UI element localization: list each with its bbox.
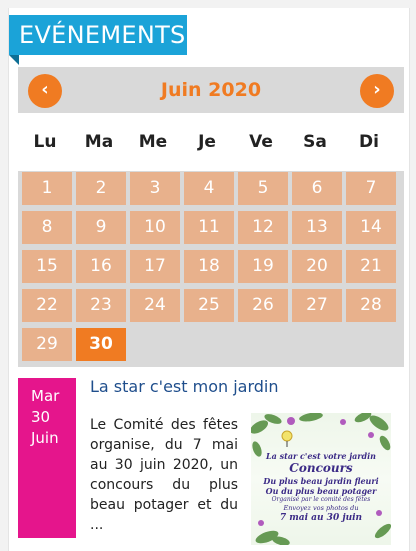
calendar-day[interactable]: 27 — [292, 289, 342, 322]
calendar-day[interactable]: 2 — [76, 172, 126, 205]
calendar-day[interactable]: 29 — [22, 328, 72, 361]
calendar-day[interactable]: 8 — [22, 211, 72, 244]
calendar-day[interactable]: 15 — [22, 250, 72, 283]
event-date-month: Juin — [31, 429, 59, 447]
event-date-day: 30 — [31, 408, 51, 426]
calendar-day[interactable]: 18 — [184, 250, 234, 283]
calendar-day[interactable]: 23 — [76, 289, 126, 322]
weekday-label: Ve — [249, 132, 273, 152]
calendar-day[interactable]: 12 — [238, 211, 288, 244]
calendar-day[interactable]: 4 — [184, 172, 234, 205]
event-date-badge — [18, 378, 76, 538]
calendar-day[interactable]: 9 — [76, 211, 126, 244]
calendar-day[interactable]: 21 — [346, 250, 396, 283]
weekday-label: Me — [138, 132, 168, 152]
weekday-label: Je — [198, 132, 216, 152]
weekday-label: Di — [359, 132, 379, 152]
ribbon-fold — [9, 55, 19, 65]
calendar-day-highlighted[interactable]: 30 — [76, 328, 126, 361]
event-poster-image[interactable] — [251, 413, 391, 545]
event-date-weekday: Mar — [31, 387, 60, 405]
calendar-day[interactable]: 5 — [238, 172, 288, 205]
event-description: Le Comité des fêtes organise, du 7 mai au 30 juin 2020, un concours du plus beau potager et du ... — [90, 417, 238, 533]
event-item — [18, 375, 404, 543]
calendar-day[interactable]: 24 — [130, 289, 180, 322]
weekday-label: Lu — [33, 132, 57, 152]
poster-text: La star c'est votre jardin Concours Du plus beau jardin fleuri Ou du plus beau potager Organisé par le comité des fêtes Envoyez vos photos du 7 mai au 30 juin — [263, 451, 379, 523]
calendar-day[interactable]: 25 — [184, 289, 234, 322]
calendar-day[interactable]: 10 — [130, 211, 180, 244]
calendar-day[interactable]: 19 — [238, 250, 288, 283]
calendar-header — [18, 67, 404, 113]
calendar-day[interactable]: 1 — [22, 172, 72, 205]
calendar-day[interactable]: 11 — [184, 211, 234, 244]
calendar-day[interactable]: 20 — [292, 250, 342, 283]
calendar-day[interactable]: 22 — [22, 289, 72, 322]
event-title-link[interactable]: La star c'est mon jardin — [90, 377, 279, 396]
calendar-day[interactable]: 3 — [130, 172, 180, 205]
calendar — [18, 67, 404, 367]
calendar-days-grid — [22, 172, 402, 361]
calendar-day[interactable]: 17 — [130, 250, 180, 283]
chevron-left-icon: ‹ — [41, 79, 49, 100]
weekday-label: Ma — [84, 132, 114, 152]
next-month-button[interactable] — [360, 74, 394, 108]
calendar-day[interactable]: 13 — [292, 211, 342, 244]
calendar-day[interactable]: 6 — [292, 172, 342, 205]
widget-title: EVÉNEMENTS — [9, 15, 187, 55]
calendar-day[interactable]: 16 — [76, 250, 126, 283]
calendar-day[interactable]: 7 — [346, 172, 396, 205]
calendar-day[interactable]: 26 — [238, 289, 288, 322]
calendar-day[interactable]: 28 — [346, 289, 396, 322]
chevron-right-icon: › — [373, 79, 381, 100]
month-title: Juin 2020 — [160, 79, 262, 101]
weekday-label: Sa — [303, 132, 327, 152]
calendar-day[interactable]: 14 — [346, 211, 396, 244]
weekday-header-row — [18, 113, 404, 171]
